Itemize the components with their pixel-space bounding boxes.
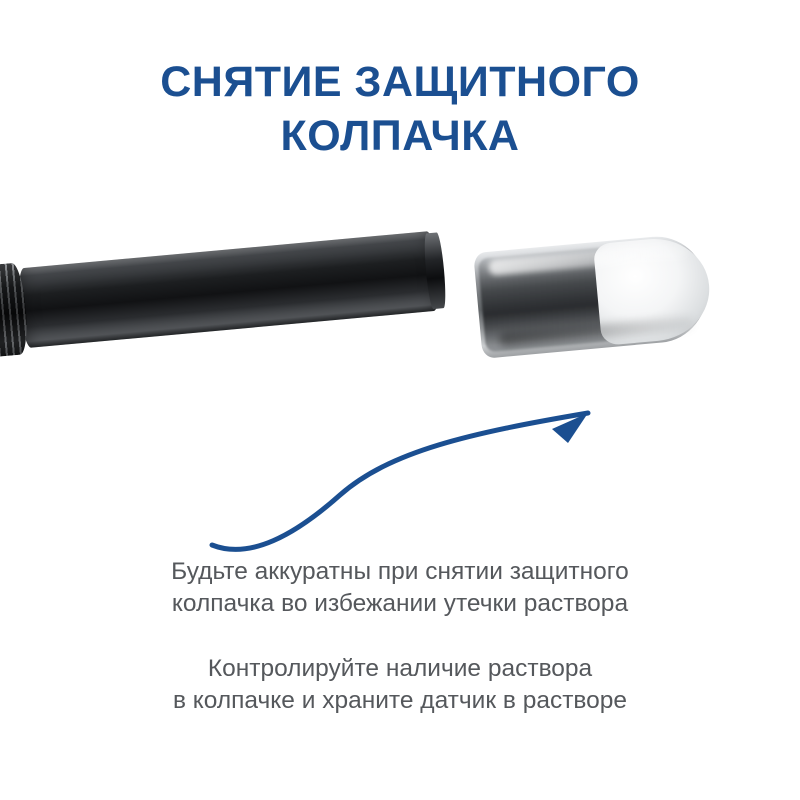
page-title-line-2: КОЛПАЧКА — [280, 111, 520, 160]
ph-probe — [0, 215, 522, 361]
caption-1-line-2: колпачка во избежании утечки раствора — [171, 590, 629, 618]
caption-2-line-1: Контролируйте наличие раствора — [207, 654, 593, 682]
caption-1 — [0, 556, 800, 621]
probe-body — [16, 231, 442, 349]
caption-2 — [0, 653, 800, 718]
caption-2-line-2: в колпачке и храните датчик в растворе — [172, 686, 628, 714]
page-title-line-1: СНЯТИЕ ЗАЩИТНОГО — [160, 58, 640, 106]
caption-1-line-1: Будьте аккуратны при снятии защитного — [171, 558, 629, 585]
caption-group — [0, 556, 800, 717]
curved-arrow-icon — [190, 385, 630, 560]
protective-cap — [473, 232, 712, 358]
page-title — [0, 56, 800, 164]
